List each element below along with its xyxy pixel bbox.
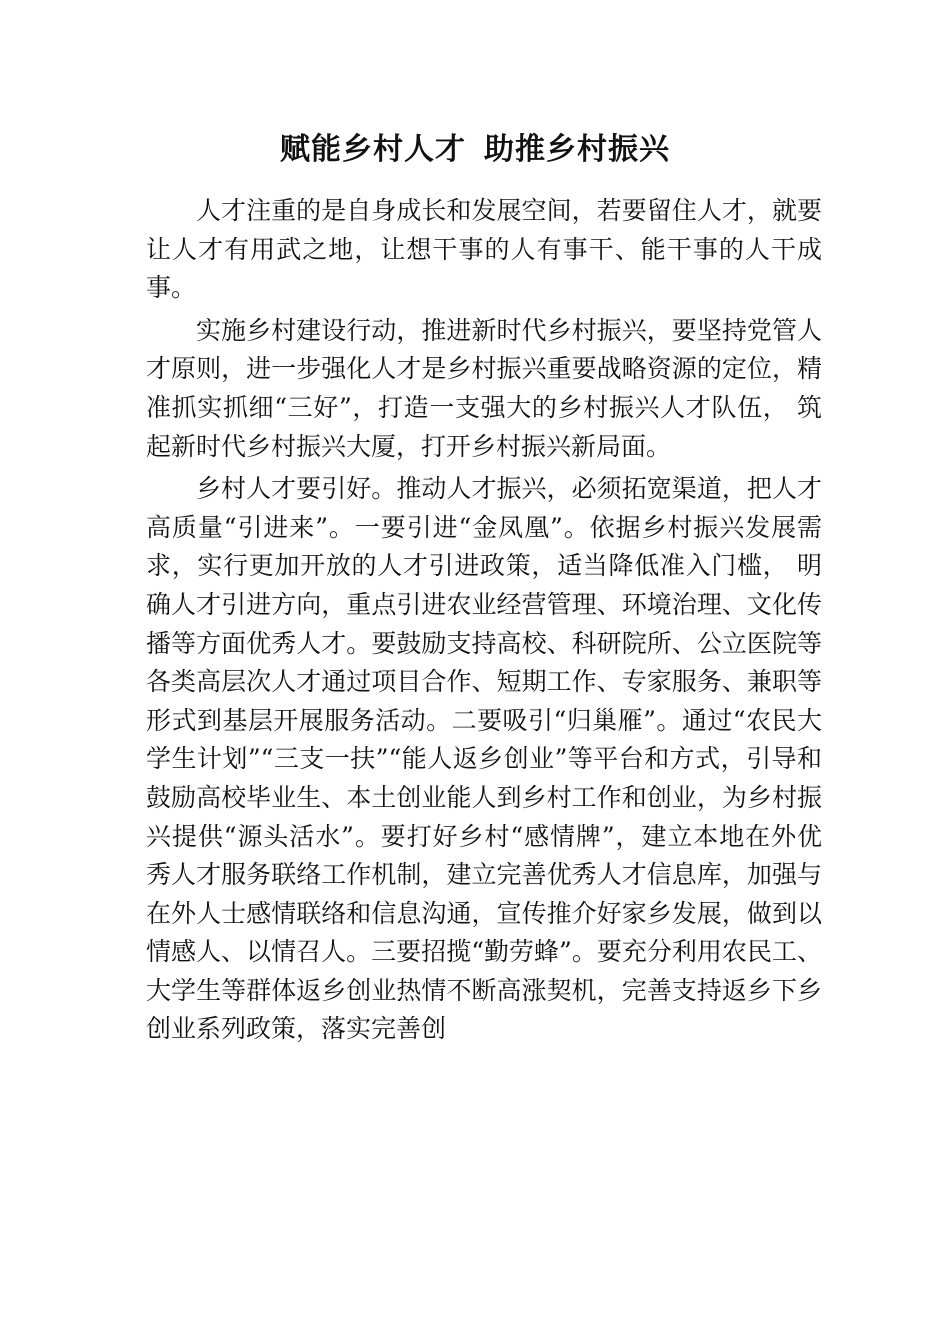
document-body bbox=[146, 192, 822, 1053]
paragraph-2: 实施乡村建设行动，推进新时代乡村振兴，要坚持党管人才原则，进一步强化人才是乡村振兴重要战略资源的定位，精准抓实抓细“三好”，打造一支强大的乡村振兴人才队伍， 筑起新时代乡村振兴大厦，打开乡村振兴新局面。 bbox=[146, 315, 822, 461]
title-part-1: 赋能乡村人才 bbox=[280, 132, 466, 167]
title-part-2: 助推乡村振兴 bbox=[484, 132, 670, 167]
paragraph-1: 人才注重的是自身成长和发展空间，若要留住人才，就要让人才有用武之地，让想干事的人有事干、能干事的人干成事。 bbox=[146, 196, 822, 303]
document-title bbox=[0, 128, 950, 172]
paragraph-3: 乡村人才要引好。推动人才振兴，必须拓宽渠道，把人才高质量“引进来”。一要引进“金凤凰”。依据乡村振兴发展需求，实行更加开放的人才引进政策，适当降低准入门槛， 明确人才引进方向，重点引进农业经营管理、环境治理、文化传播等方面优秀人才。要鼓励支持高校、科研院所、公立医院等各类高层次人才通过项目合作、短期工作、专家服务、兼职等形式到基层开展服务活动。二要吸引“归巢雁”。通过“农民大学生计划”“三支一扶”“能人返乡创业”等平台和方式，引导和鼓励高校毕业生、本土创业能人到乡村工作和创业，为乡村振兴提供“源头活水”。要打好乡村“感情牌”，建立本地在外优秀人才服务联络工作机制，建立完善优秀人才信息库，加强与在外人士感情联络和信息沟通，宣传推介好家乡发展，做到以情感人、以情召人。三要招揽“勤劳蜂”。要充分利用农民工、大学生等群体返乡创业热情不断高涨契机，完善支持返乡下乡创业系列政策，落实完善创 bbox=[146, 474, 822, 1044]
